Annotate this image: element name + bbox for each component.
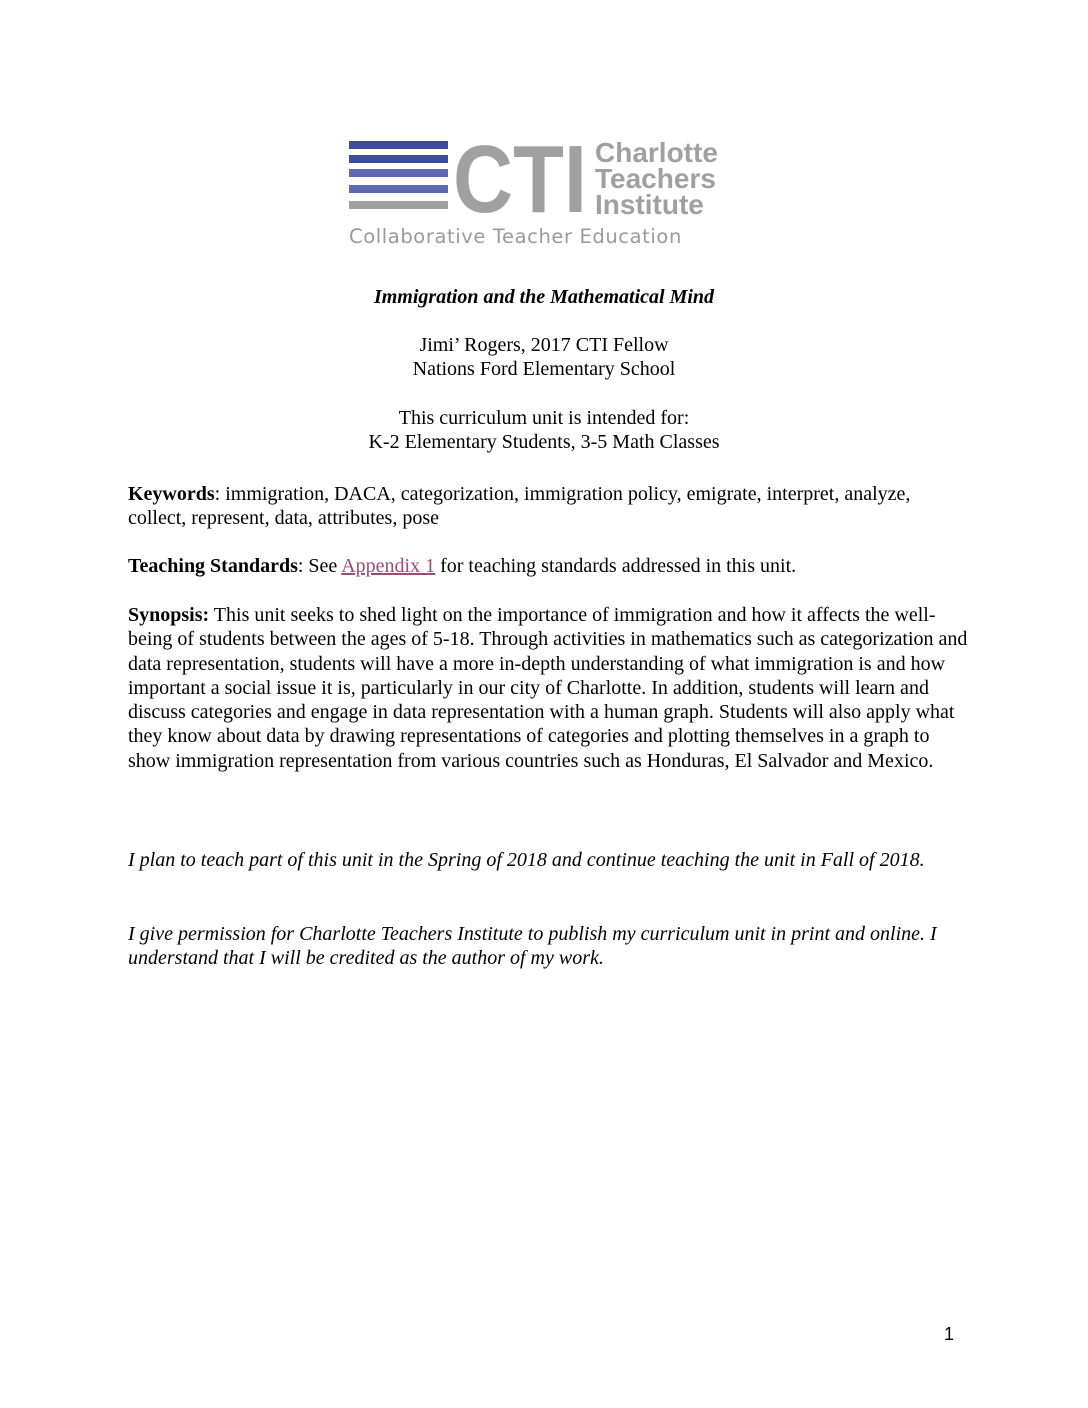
teaching-standards-suffix: for teaching standards addressed in this unit. [435,555,797,577]
teaching-standards-label: Teaching Standards [128,555,298,577]
teaching-standards-paragraph [128,554,968,578]
keywords-paragraph [128,482,968,531]
audience-intro: This curriculum unit is intended for: [398,407,690,429]
keywords-text: : immigration, DACA, categorization, immigration policy, emigrate, interpret, analyze, collect, represent, data, attributes, pose [128,483,911,530]
author-block [0,333,1088,381]
keywords-label: Keywords [128,483,215,505]
document-title: Immigration and the Mathematical Mind [373,286,715,308]
synopsis-label: Synopsis: [128,604,210,626]
audience-block [0,406,1088,454]
audience-classes: K-2 Elementary Students, 3-5 Math Classes [368,431,720,453]
cti-logo-mark [349,138,749,218]
logo-name-line-3: Institute [595,189,704,218]
logo-mark-text: CTI [453,138,587,218]
logo-name-line-2: Teachers [595,163,716,194]
appendix-1-link[interactable]: Appendix 1 [341,555,436,577]
page-number: 1 [944,1324,955,1344]
synopsis-paragraph [128,603,968,773]
permission-statement: I give permission for Charlotte Teachers Institute to publish my curriculum unit in print and online. I understand that I will be credited as the author of my work. [128,923,937,970]
cti-logo [349,138,749,253]
author-school: Nations Ford Elementary School [412,358,676,380]
logo-name-line-1: Charlotte [595,138,718,168]
logo-tagline: Collaborative Teacher Education [349,225,682,248]
teaching-standards-prefix: : See [297,555,342,577]
teaching-plan-statement: I plan to teach part of this unit in the Spring of 2018 and continue teaching the unit in Fall of 2018. [128,849,925,871]
author-name: Jimi’ Rogers, 2017 CTI Fellow [419,334,669,356]
synopsis-text: This unit seeks to shed light on the importance of immigration and how it affects the well-being of students between the ages of 5-18. Through activities in mathematics such as categorization and data representation, students will have a more in-depth understanding of what immigration is and how important a social issue it is, particularly in our city of Charlotte. In addition, students will learn and discuss categories and engage in data representation with a human graph. Students will also apply what they know about data by drawing representations of categories and plotting themselves in a graph to show immigration representation from various countries such as Honduras, El Salvador and Mexico. [128,604,968,772]
